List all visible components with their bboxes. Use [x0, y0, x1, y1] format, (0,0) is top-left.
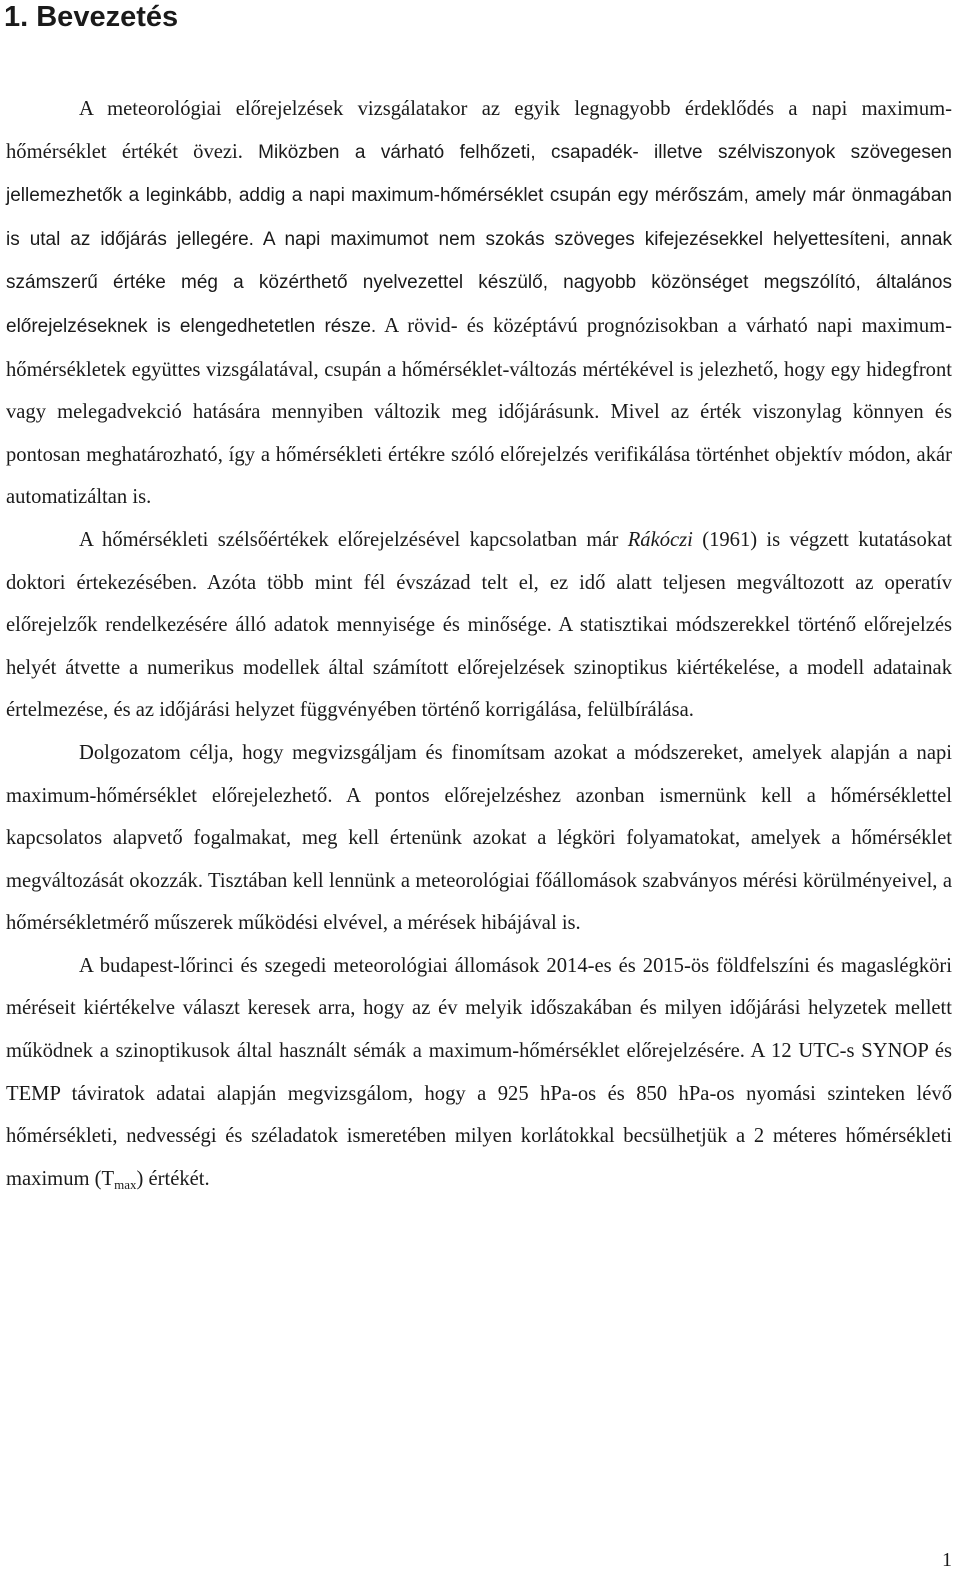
paragraph-2-part-b: (1961) is végzett kutatásokat doktori értekezésében. Azóta több mint fél évszázad telt el, ez idő alatt teljesen megváltozott az operatív előrejelzők rendelkezésére álló adatok mennyisége és minősége. A statisztikai módszerekkel történő előrejelzés helyét átvette a numerikus modellek által számított előrejelzések szinoptikus kiértékelése, a modell adatainak értelmezése, és az időjárási helyzet függvényében történő korrigálása, felülbírálása. [6, 528, 952, 722]
page-number: 1 [942, 1549, 952, 1571]
body-text [6, 88, 952, 1200]
section-heading: 1. Bevezetés [4, 1, 179, 33]
paragraph-2 [6, 519, 952, 732]
paragraph-4 [6, 945, 952, 1201]
paragraph-2-part-a: A hőmérsékleti szélsőértékek előrejelzésével kapcsolatban már [79, 528, 628, 551]
paragraph-1-part-b: Miközben a várható felhőzeti, csapadék- illetve szélviszonyok szövegesen jellemezhetők a leginkább, addig a napi maximum-hőmérséklet csupán egy mérőszám, amely már önmagában is utal az időjárás jellegére. [6, 141, 952, 250]
subscript-max: max [114, 1176, 137, 1192]
paragraph-1-part-d: A rövid- és középtávú prognózisokban a várható napi maximum-hőmérsékletek együttes vizsgálatával, csupán a hőmérséklet-változás mértékével is jelezhető, hogy egy hidegfront vagy melegadvekció hatására mennyiben változik meg időjárásunk. Mivel az érték viszonylag könnyen és pontosan meghatározható, így a hőmérsékleti értékre szóló előrejelzés verifikálása történhet objektív módon, akár automatizáltan is. [6, 314, 952, 509]
paragraph-4-part-a: A budapest-lőrinci és szegedi meteorológiai állomások 2014-es és 2015-ös földfelszíni és magaslégköri méréseit kiértékelve választ keresek arra, hogy az év melyik időszakában és milyen időjárási helyzetek mellett működnek a szinoptikusok által használt sémák a maximum-hőmérséklet előrejelzésére. A 12 UTC-s SYNOP és TEMP táviratok adatai alapján megvizsgálom, hogy a 925 hPa-os és 850 hPa-os nyomási szinteken lévő hőmérsékleti, nedvességi és széladatok ismeretében milyen korlátokkal becsülhetjük a 2 méteres hőmérsékleti maximum (T [6, 954, 952, 1190]
paragraph-3: Dolgozatom célja, hogy megvizsgáljam és finomítsam azokat a módszereket, amelyek alapján a napi maximum-hőmérséklet előrejelezhető. A pontos előrejelzéshez azonban ismernünk kell a hőmérséklettel kapcsolatos alapvető fogalmakat, meg kell értenünk azokat a légköri folyamatokat, amelyek a hőmérséklet megváltozását okozzák. Tisztában kell lennünk a meteorológiai főállomások szabványos mérési körülményeivel, a hőmérsékletmérő műszerek működési elvével, a mérések hibájával is. [6, 741, 952, 935]
cited-author: Rákóczi [627, 528, 693, 551]
paragraph-1 [6, 88, 952, 519]
paragraph-4-part-b: ) értékét. [136, 1167, 210, 1190]
paragraph-1-part-c: A napi maximumot nem szokás szöveges kifejezésekkel helyettesíteni, annak számszerű értéke még a közérthető nyelvezettel készülő, nagyobb közönséget megszólító, általános előrejelzéseknek is elengedhetetlen része. [6, 228, 952, 337]
paragraph-1-part-a: A meteorológiai előrejelzések vizsgálatakor az egyik legnagyobb érdeklődés a napi maximum-hőmérséklet értékét övezi. [6, 98, 952, 163]
